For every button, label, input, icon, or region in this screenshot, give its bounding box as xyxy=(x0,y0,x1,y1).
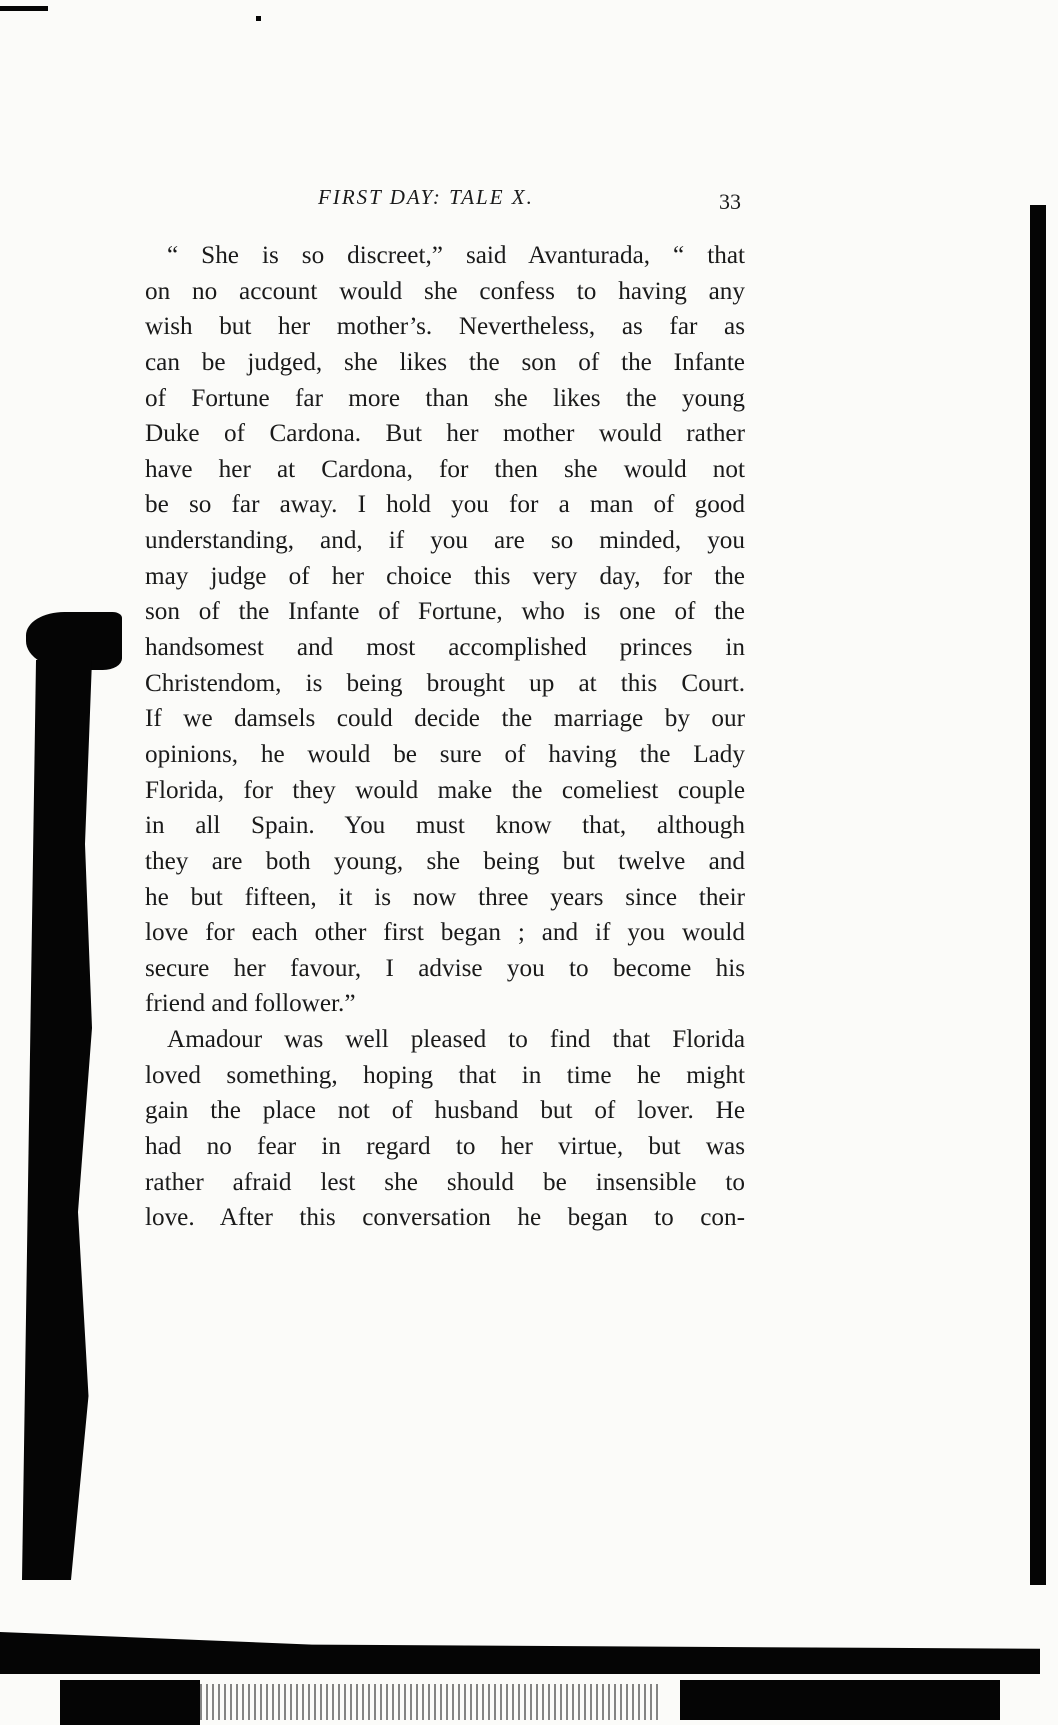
scan-block-bottom-right xyxy=(680,1680,1000,1720)
running-title: FIRST DAY: TALE X. xyxy=(318,185,534,209)
text-line: If we damsels could decide the marriage by our xyxy=(145,705,745,733)
text-line: have her at Cardona, for then she would not xyxy=(145,455,745,483)
text-line: had no fear in regard to her virtue, but was xyxy=(145,1133,745,1161)
text-line: can be judged, she likes the son of the Infante xyxy=(145,348,745,376)
text-line: in all Spain. You must know that, although xyxy=(145,812,745,840)
text-line: wish but her mother’s. Nevertheless, as far as xyxy=(145,313,745,341)
text-line: rather afraid lest she should be insensible to xyxy=(145,1168,745,1196)
text-line: loved something, hoping that in time he might xyxy=(145,1061,745,1089)
text-line: “ She is so discreet,” said Avanturada, “ that xyxy=(167,242,745,269)
text-line: of Fortune far more than she likes the young xyxy=(145,384,745,412)
text-line: understanding, and, if you are so minded, you xyxy=(145,527,745,555)
running-head xyxy=(145,185,745,215)
text-line: son of the Infante of Fortune, who is one of the xyxy=(145,598,745,626)
text-line: he but fifteen, it is now three years since their xyxy=(145,883,745,911)
text-line: love. After this conversation he began to con- xyxy=(145,1204,745,1232)
scan-mark-top-left xyxy=(0,6,48,11)
text-line: handsomest and most accomplished princes in xyxy=(145,634,745,662)
scan-edge-right xyxy=(1030,205,1046,1585)
text-line: may judge of her choice this very day, for the xyxy=(145,562,745,590)
text-line: be so far away. I hold you for a man of good xyxy=(145,491,745,519)
paragraph-2 xyxy=(145,1022,745,1236)
text-line: friend and follower.” xyxy=(145,990,356,1018)
text-line: on no account would she confess to having any xyxy=(145,277,745,305)
text-line: Amadour was well pleased to find that Florida xyxy=(167,1026,745,1054)
text-line: Florida, for they would make the comeliest couple xyxy=(145,776,745,804)
page-number: 33 xyxy=(719,189,741,214)
scan-block-bottom-left xyxy=(60,1680,200,1725)
scan-speckle-bottom xyxy=(200,1684,660,1720)
text-line: love for each other first began ; and if you would xyxy=(145,919,745,947)
text-line: Christendom, is being brought up at this Court. xyxy=(145,669,745,697)
paragraph-1 xyxy=(145,238,745,1022)
scan-edge-bottom xyxy=(0,1632,1040,1674)
text-line: Duke of Cardona. But her mother would rather xyxy=(145,420,745,448)
text-line: secure her favour, I advise you to become his xyxy=(145,954,745,982)
text-line: opinions, he would be sure of having the Lady xyxy=(145,740,745,768)
scan-edge-left-body xyxy=(22,660,92,1580)
body-text xyxy=(145,238,745,1236)
scan-dot-top xyxy=(256,16,261,21)
text-line: gain the place not of husband but of lover. He xyxy=(145,1097,745,1125)
text-line: they are both young, she being but twelve and xyxy=(145,847,745,875)
